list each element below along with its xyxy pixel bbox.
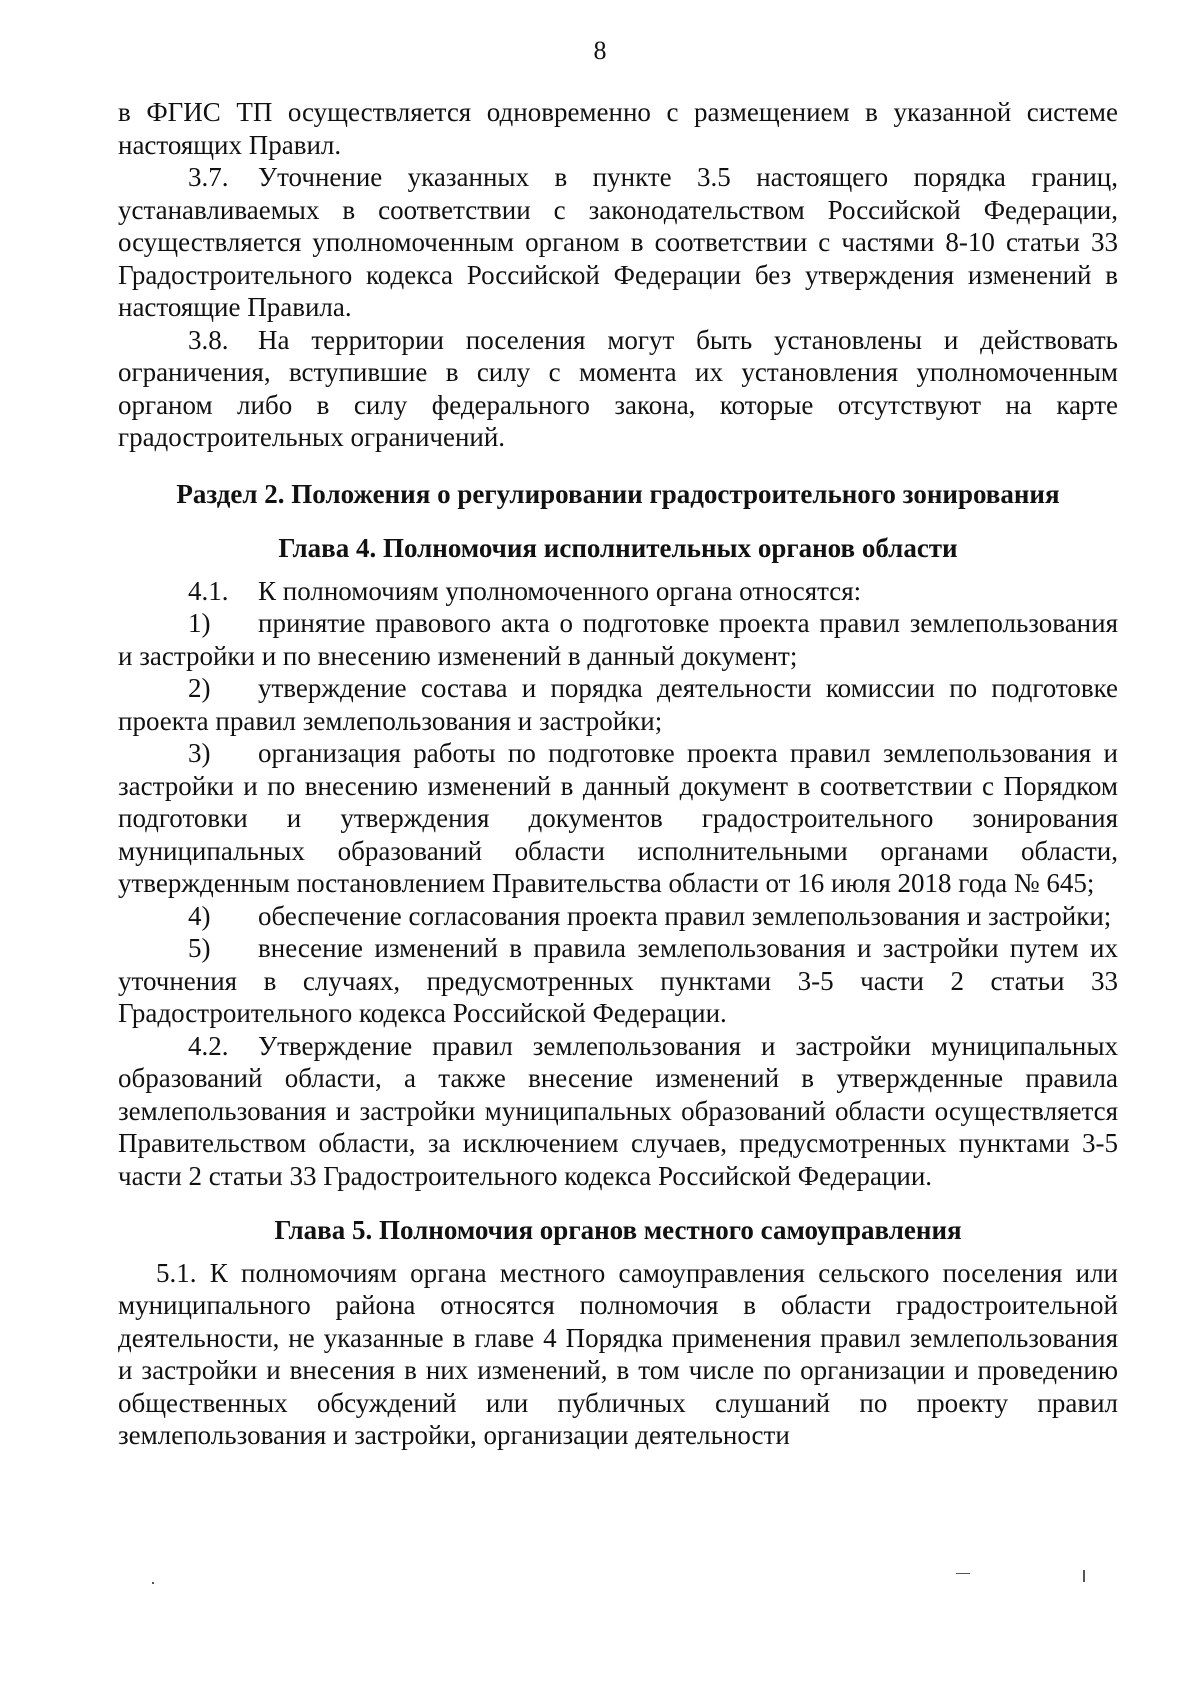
paragraph-text: в ФГИС ТП осуществляется одновременно с размещением в указанной системе настоящих Правил. xyxy=(118,97,1118,160)
chapter-5-heading: Глава 5. Полномочия органов местного самоуправления xyxy=(274,1215,962,1245)
item-4-2 xyxy=(118,1030,1118,1193)
page-number: 8 xyxy=(593,36,607,65)
paragraph-text: На территории поселения могут быть установлены и действовать ограничения, вступившие в силу с момента их установления уполномоченным органом либо в силу федерального закона, которые отсутствуют на карте градостроительных ограничений. xyxy=(118,324,1118,452)
item-4-1-2 xyxy=(118,672,1118,737)
item-text: Утверждение правил землепользования и застройки муниципальных образований области, а также внесение изменений в утвержденные правила землепользования и застройки муниципальных образований области осуществляется Правительством области, за исключением случаев, предусмотренных пунктами 3-5 части 2 статьи 33 Градостроительного кодекса Российской Федерации. xyxy=(118,1030,1118,1191)
document-body xyxy=(118,96,1118,1452)
item-4-1-4 xyxy=(118,900,1118,933)
item-number: 5) xyxy=(188,933,211,963)
paragraph-3-8 xyxy=(118,324,1118,454)
item-number: 2) xyxy=(188,673,211,703)
item-text: организация работы по подготовке проекта правил землепользования и застройки и по внесению изменений в данный документ в соответствии с Порядком подготовки и утверждения документов градостроительного зонирования муниципальных образований области исполнительными органами области, утвержденным постановлением Правительства области от 16 июля 2018 года № 645; xyxy=(118,738,1118,898)
paragraph-continuation xyxy=(118,96,1118,161)
item-text: утверждение состава и порядка деятельности комиссии по подготовке проекта правил землепользования и застройки; xyxy=(118,673,1118,736)
item-number: 4) xyxy=(188,900,211,931)
item-number: 4.1. xyxy=(188,575,229,606)
chapter-4-heading: Глава 4. Полномочия исполнительных органов области xyxy=(278,533,958,563)
item-5-1 xyxy=(118,1257,1118,1452)
section-heading: Раздел 2. Положения о регулировании градостроительного зонирования xyxy=(176,478,1060,509)
item-text: принятие правового акта о подготовке проекта правил землепользования и застройки и по внесению изменений в данный документ; xyxy=(118,608,1118,671)
paragraph-number: 3.8. xyxy=(188,324,229,355)
item-number: 3) xyxy=(188,738,211,768)
item-text: внесение изменений в правила землепользования и застройки путем их уточнения в случаях, предусмотренных пунктами 3-5 части 2 статьи 33 Градостроительного кодекса Российской Федерации. xyxy=(118,933,1118,1028)
item-number: 1) xyxy=(188,608,211,638)
paragraph-3-7 xyxy=(118,161,1118,324)
paragraph-text: Уточнение указанных в пункте 3.5 настоящего порядка границ, устанавливаемых в соответствии с законодательством Российской Федерации, осуществляется уполномоченным органом в соответствии с частями 8-10 статьи 33 Градостроительного кодекса Российской Федерации без утверждения изменений в настоящие Правила. xyxy=(118,162,1118,322)
scan-speck xyxy=(956,1573,970,1574)
item-4-1 xyxy=(118,575,1118,608)
item-4-1-1 xyxy=(118,607,1118,672)
scan-speck xyxy=(1083,1570,1085,1582)
item-4-1-3 xyxy=(118,737,1118,900)
scan-speck xyxy=(152,1582,154,1584)
item-text: К полномочиям уполномоченного органа относятся: xyxy=(258,575,862,606)
item-4-1-5 xyxy=(118,932,1118,1030)
item-text: 5.1. К полномочиям органа местного самоуправления сельского поселения или муниципального района относятся полномочия в области градостроительной деятельности, не указанные в главе 4 Порядка применения правил землепользования и застройки и внесения в них изменений, в том числе по организации и проведению общественных обсуждений или публичных слушаний по проекту правил землепользования и застройки, организации деятельности xyxy=(118,1257,1118,1450)
paragraph-number: 3.7. xyxy=(188,162,229,192)
item-text: обеспечение согласования проекта правил землепользования и застройки; xyxy=(258,900,1112,931)
item-number: 4.2. xyxy=(188,1030,229,1061)
